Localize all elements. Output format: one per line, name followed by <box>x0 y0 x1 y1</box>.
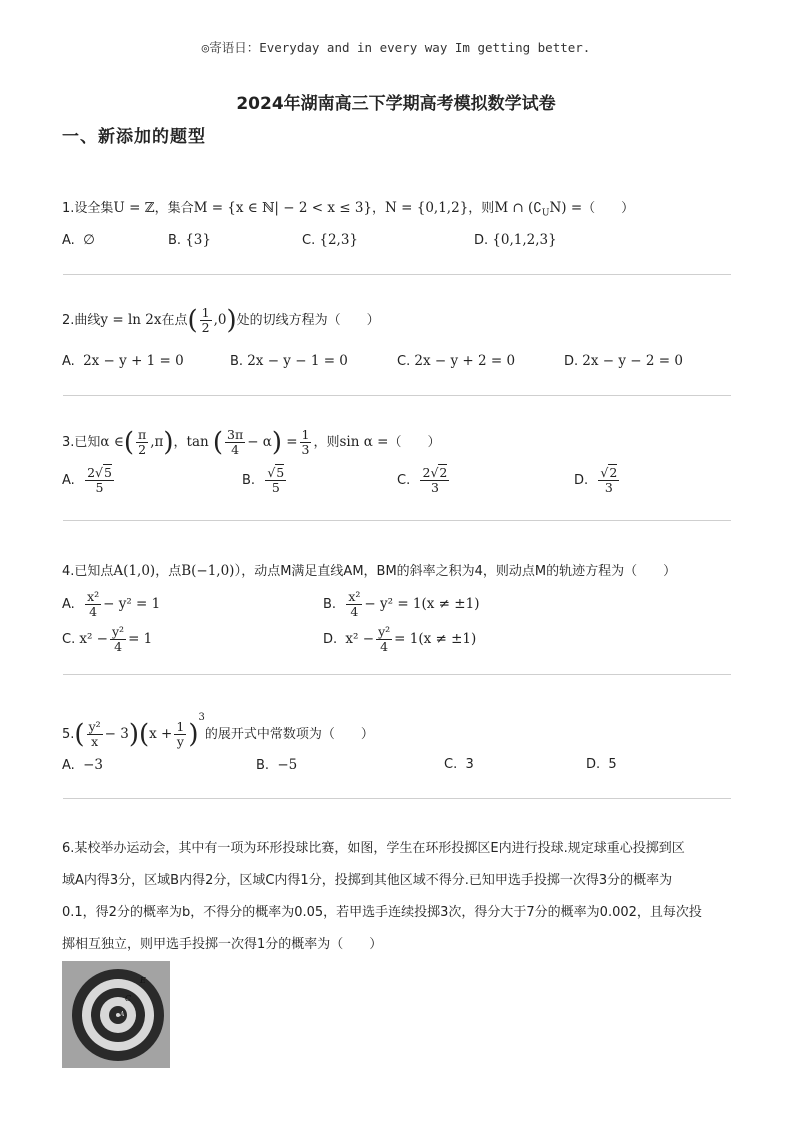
option-b: B. $\frac{√5}{5}$ <box>242 465 285 495</box>
option-d: D. 5 <box>586 757 617 772</box>
option-a: A. $\frac{\text{x²}}{4}$ − y² = 1 <box>62 589 161 619</box>
question-1-stem: 1.设全集U = ℤ，集合M = {x ∈ ℕ| − 2 < x ≤ 3}，N = {0,1,2}，则M ∩ $(∁_UN)$ =（ ） <box>62 200 635 219</box>
option-c: C. 3 <box>444 757 474 772</box>
option-b: B. $\frac{\text{x²}}{4}$ − y² = 1(x ≠ ±1) <box>323 589 480 619</box>
option-d: D. x² − $\frac{\text{y²}}{4}$ = 1(x ≠ ±1) <box>323 624 477 654</box>
option-c: C. 2x − y + 2 = 0 <box>397 353 516 369</box>
question-5-stem: 5.( $\frac{\text{y²}}{x}$ − 3)(x + $\frac{1}{y}$ )$^3$的展开式中常数项为（ ） <box>62 712 374 750</box>
target-rings <box>62 961 170 1068</box>
option-c: C. $\frac{2√2}{3}$ <box>397 465 448 495</box>
option-a: A. 2x − y + 1 = 0 <box>62 353 184 369</box>
option-d: D. 2x − y − 2 = 0 <box>564 353 683 369</box>
divider <box>63 520 731 521</box>
motto: ◎寄语日：Everyday and in every way Im getting better. <box>201 40 591 55</box>
option-c: C. x² − $\frac{\text{y²}}{4}$ = 1 <box>62 624 153 654</box>
option-a: A. ∅ <box>62 232 95 248</box>
option-c: C. {2,3} <box>302 232 359 248</box>
option-d: D. $\frac{√2}{3}$ <box>574 465 618 495</box>
divider <box>63 798 731 799</box>
option-b: B. {3} <box>168 232 211 248</box>
fraction: $\frac{1}{2}$ <box>201 305 210 335</box>
option-d: D. {0,1,2,3} <box>474 232 557 248</box>
question-4-stem: 4.已知点A(1,0)，点B(−1,0)），动点M满足直线AM，BM的斜率之积为4，则动点M的轨迹方程为（ ） <box>62 563 677 579</box>
label-c: C <box>125 994 132 1003</box>
option-b: B. 2x − y − 1 = 0 <box>230 353 348 369</box>
divider <box>63 674 731 675</box>
option-a: A. $\frac{2√5}{5}$ <box>62 465 112 495</box>
question-3-stem: 3.已知α ∈( $\frac{\pi}{2}$ ,π)，tan ( $\frac{3\pi}{4}$ − α) = $\frac{1}{3}$ ，则sin α =（ ） <box>62 427 441 458</box>
page-title: 2024年湖南高三下学期高考模拟数学试卷 <box>236 94 556 114</box>
option-a: A. −3 <box>62 757 103 773</box>
question-number: 1. <box>62 201 75 216</box>
section-heading: 一、新添加的题型 <box>62 127 206 147</box>
label-a: A <box>120 1011 125 1018</box>
option-b: B. −5 <box>256 757 298 773</box>
label-e: E <box>140 976 146 985</box>
divider <box>63 395 731 396</box>
divider <box>63 274 731 275</box>
question-6-stem: 6.某校举办运动会，其中有一项为环形投球比赛，如图，学生在环形投掷区E内进行投球.规定球重心投掷到区 域A内得3分，区域B内得2分，区域C内得1分，投掷到其他区域不得分.已知甲选手投掷一次得3分的概率为 0.1，得2分的概率为b，不得分的概率为0.05，若甲选手连续投掷3次，得分大于7分的概率为0.002，且每次投 掷相互独立，则甲选手投掷一次得1分的概率为（ ） <box>62 841 702 952</box>
question-2-stem: 2.曲线y = ln 2x在点( $\frac{1}{2}$ ,0)处的切线方程为（ ） <box>62 305 380 336</box>
target-figure <box>62 961 170 1068</box>
